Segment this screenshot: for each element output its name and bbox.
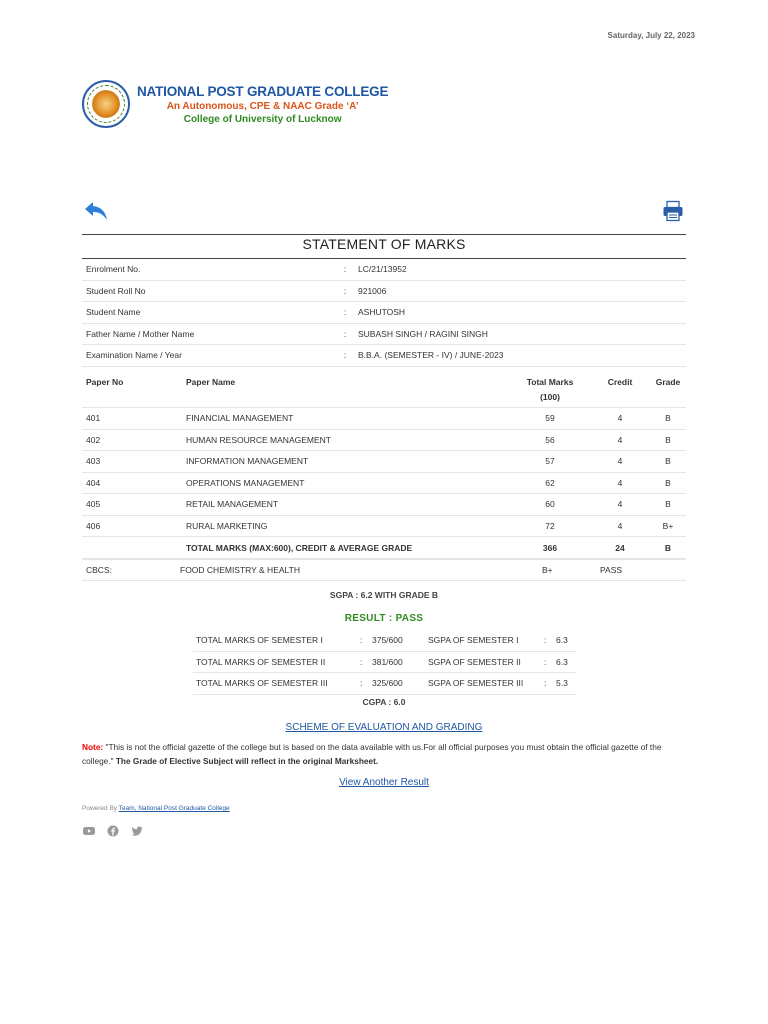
- powered-by: Powered By Team, National Post Graduate College: [82, 805, 230, 812]
- cbcs-table: [82, 558, 686, 581]
- paper-marks: 56: [510, 429, 590, 451]
- total-grade: B: [650, 537, 686, 560]
- header-grade: Grade: [650, 373, 686, 408]
- table-row: [82, 429, 686, 451]
- marks-header-row: [82, 373, 686, 408]
- cbcs-label: CBCS:: [82, 559, 176, 581]
- paper-credit: 4: [590, 451, 650, 473]
- paper-name: RURAL MARKETING: [182, 515, 510, 537]
- paper-no: 406: [82, 515, 182, 537]
- paper-marks: 60: [510, 494, 590, 516]
- paper-grade: B: [650, 494, 686, 516]
- cbcs-status: PASS: [596, 559, 686, 581]
- cgpa-summary: CGPA : 6.0: [362, 697, 406, 707]
- cbcs-grade: B+: [538, 559, 596, 581]
- note-text: "This is not the official gazette of the college but is based on the data available with us.For all official purposes you must obtain the official gazette of the college.": [82, 742, 662, 766]
- youtube-icon[interactable]: [82, 824, 96, 838]
- table-row: TOTAL MARKS OF SEMESTER I : 375/600 SGPA OF SEMESTER I : 6.3: [193, 630, 576, 651]
- paper-grade: B+: [650, 515, 686, 537]
- paper-no: 401: [82, 408, 182, 430]
- paper-name: RETAIL MANAGEMENT: [182, 494, 510, 516]
- table-row: [82, 494, 686, 516]
- info-label: Student Name: [82, 302, 336, 324]
- info-row-exam: Examination Name / Year : B.B.A. (SEMESTER - IV) / JUNE-2023: [82, 345, 686, 367]
- semester-marks: 325/600: [369, 673, 425, 695]
- info-label: Father Name / Mother Name: [82, 323, 336, 345]
- semester-sgpa: 6.3: [553, 630, 576, 651]
- total-row: [82, 537, 686, 560]
- paper-grade: B: [650, 429, 686, 451]
- scheme-of-evaluation-link[interactable]: SCHEME OF EVALUATION AND GRADING: [285, 722, 483, 733]
- info-value: ASHUTOSH: [354, 302, 686, 324]
- cbcs-row: [82, 559, 686, 581]
- info-value: B.B.A. (SEMESTER - IV) / JUNE-2023: [354, 345, 686, 367]
- info-row-enrolment: Enrolment No. : LC/21/13952: [82, 259, 686, 280]
- info-row-student-name: Student Name : ASHUTOSH: [82, 302, 686, 324]
- semester-sgpa-label: SGPA OF SEMESTER I: [425, 630, 541, 651]
- college-tagline: An Autonomous, CPE & NAAC Grade ‘A’: [166, 100, 359, 112]
- paper-name: HUMAN RESOURCE MANAGEMENT: [182, 429, 510, 451]
- total-label: TOTAL MARKS (MAX:600), CREDIT & AVERAGE GRADE: [182, 537, 510, 560]
- semester-marks: 375/600: [369, 630, 425, 651]
- total-credit: 24: [590, 537, 650, 560]
- semester-sgpa-label: SGPA OF SEMESTER II: [425, 651, 541, 673]
- semester-sgpa-label: SGPA OF SEMESTER III: [425, 673, 541, 695]
- semester-marks-label: TOTAL MARKS OF SEMESTER III: [193, 673, 357, 695]
- paper-name: OPERATIONS MANAGEMENT: [182, 472, 510, 494]
- paper-credit: 4: [590, 515, 650, 537]
- semester-sgpa: 5.3: [553, 673, 576, 695]
- twitter-icon[interactable]: [130, 824, 144, 838]
- print-icon[interactable]: [662, 200, 684, 222]
- sgpa-summary: SGPA : 6.2 WITH GRADE B: [329, 590, 439, 600]
- info-row-roll-no: Student Roll No : 921006: [82, 280, 686, 302]
- semester-marks: 381/600: [369, 651, 425, 673]
- table-row: [82, 515, 686, 537]
- semester-summary-table: [193, 630, 576, 695]
- info-row-parents: Father Name / Mother Name : SUBASH SINGH / RAGINI SINGH: [82, 323, 686, 345]
- note-label: Note:: [82, 742, 104, 752]
- social-links: [82, 824, 144, 838]
- paper-no: 405: [82, 494, 182, 516]
- paper-name: INFORMATION MANAGEMENT: [182, 451, 510, 473]
- paper-credit: 4: [590, 429, 650, 451]
- table-row: [82, 408, 686, 430]
- header-total-marks: Total Marks (100): [510, 373, 590, 408]
- total-marks: 366: [510, 537, 590, 560]
- header-paper-no: Paper No: [82, 373, 182, 408]
- header-paper-name: Paper Name: [182, 373, 510, 408]
- note-bold-text: The Grade of Elective Subject will reflect in the original Marksheet.: [115, 755, 379, 766]
- paper-credit: 4: [590, 408, 650, 430]
- paper-grade: B: [650, 472, 686, 494]
- title-top-rule: [82, 234, 686, 235]
- disclaimer-note: [82, 741, 688, 768]
- college-logo: [82, 80, 388, 128]
- paper-marks: 57: [510, 451, 590, 473]
- semester-marks-label: TOTAL MARKS OF SEMESTER II: [193, 651, 357, 673]
- table-row: TOTAL MARKS OF SEMESTER III : 325/600 SGPA OF SEMESTER III : 5.3: [193, 673, 576, 695]
- paper-no: 402: [82, 429, 182, 451]
- info-value: LC/21/13952: [354, 259, 686, 280]
- view-another-result-link[interactable]: View Another Result: [339, 777, 429, 788]
- semester-sgpa: 6.3: [553, 651, 576, 673]
- table-row: TOTAL MARKS OF SEMESTER II : 381/600 SGPA OF SEMESTER II : 6.3: [193, 651, 576, 673]
- table-row: [82, 451, 686, 473]
- paper-name: FINANCIAL MANAGEMENT: [182, 408, 510, 430]
- semester-marks-label: TOTAL MARKS OF SEMESTER I: [193, 630, 357, 651]
- powered-by-link[interactable]: Team, National Post Graduate College: [118, 805, 230, 812]
- date-label: Saturday, July 22, 2023: [607, 31, 695, 40]
- paper-no: 404: [82, 472, 182, 494]
- info-label: Enrolment No.: [82, 259, 336, 280]
- paper-no: 403: [82, 451, 182, 473]
- paper-grade: B: [650, 408, 686, 430]
- marks-table: [82, 373, 686, 560]
- info-label: Examination Name / Year: [82, 345, 336, 367]
- facebook-icon[interactable]: [106, 824, 120, 838]
- header-credit: Credit: [590, 373, 650, 408]
- table-row: [82, 472, 686, 494]
- cbcs-subject: FOOD CHEMISTRY & HEALTH: [176, 559, 538, 581]
- info-value: 921006: [354, 280, 686, 302]
- paper-credit: 4: [590, 472, 650, 494]
- student-info-table: [82, 259, 686, 367]
- paper-marks: 62: [510, 472, 590, 494]
- paper-grade: B: [650, 451, 686, 473]
- paper-credit: 4: [590, 494, 650, 516]
- info-label: Student Roll No: [82, 280, 336, 302]
- paper-marks: 72: [510, 515, 590, 537]
- back-arrow-icon[interactable]: [83, 200, 109, 222]
- result-status: RESULT : PASS: [344, 613, 424, 624]
- info-value: SUBASH SINGH / RAGINI SINGH: [354, 323, 686, 345]
- paper-marks: 59: [510, 408, 590, 430]
- college-seal-icon: [82, 80, 130, 128]
- college-name: NATIONAL POST GRADUATE COLLEGE: [137, 83, 389, 99]
- page-title: STATEMENT OF MARKS: [302, 236, 466, 252]
- college-affiliation: College of University of Lucknow: [183, 113, 342, 125]
